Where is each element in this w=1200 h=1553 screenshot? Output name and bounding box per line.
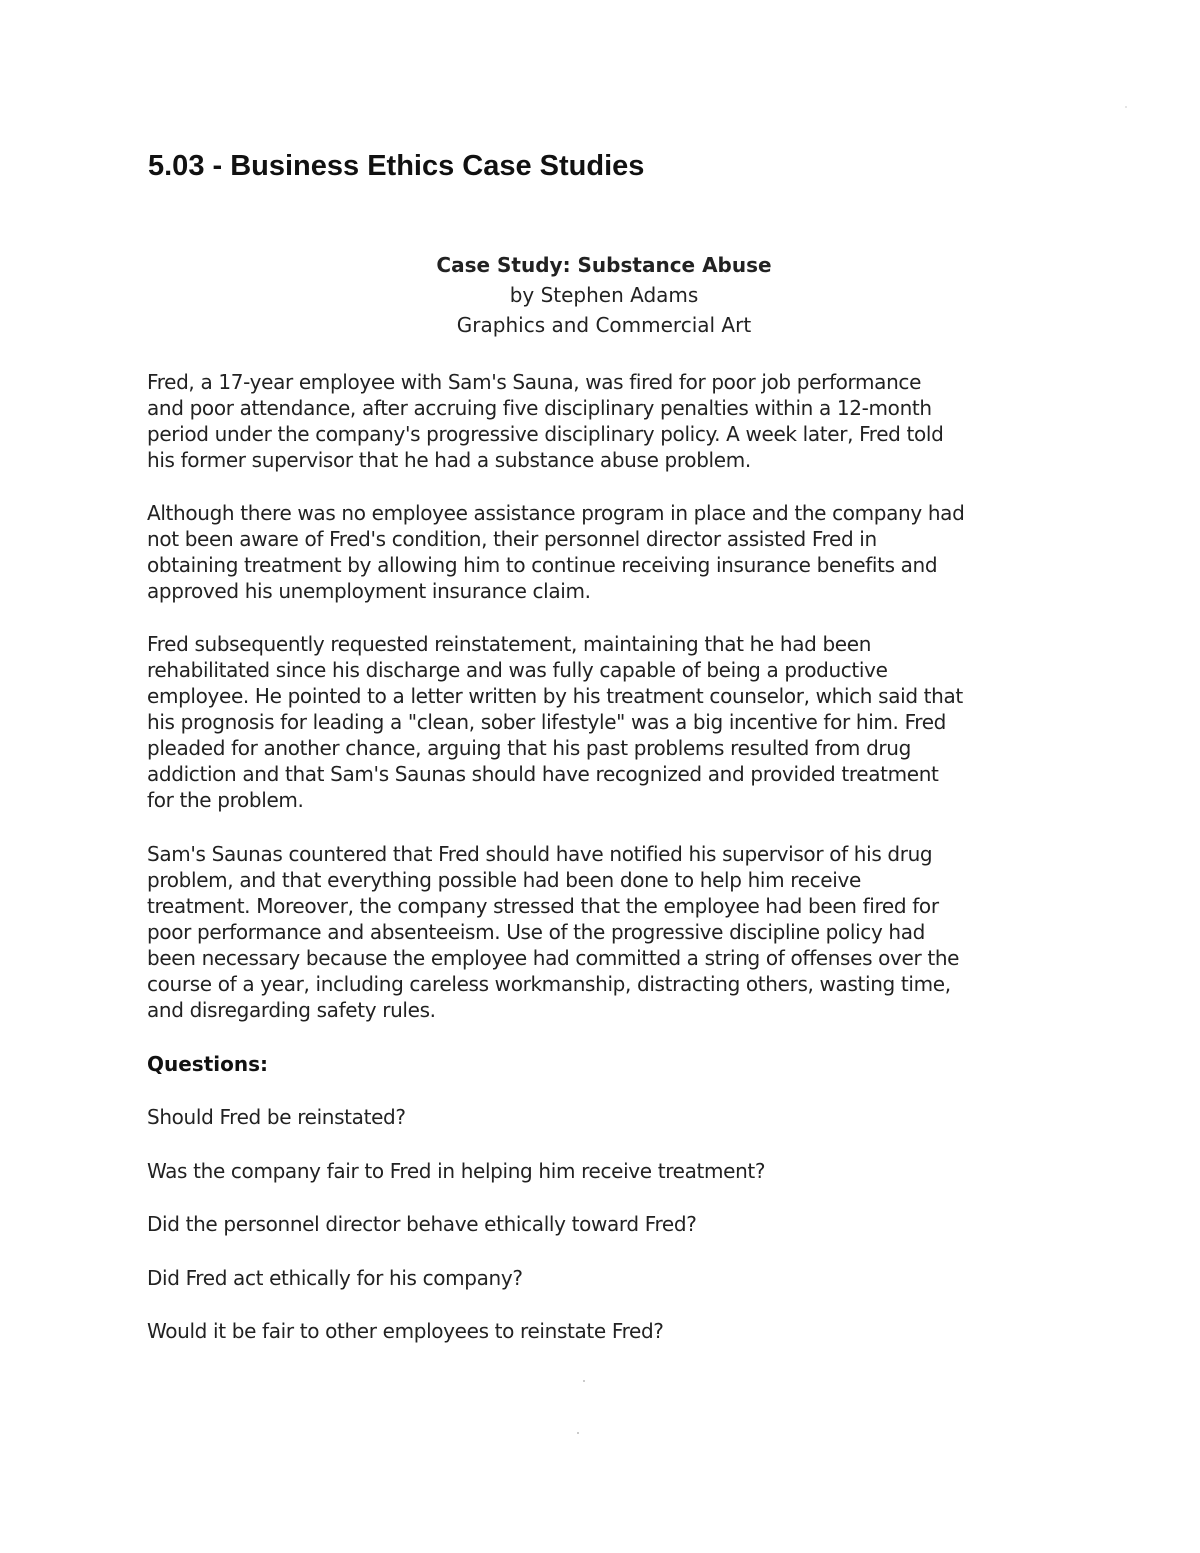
- question-1: Should Fred be reinstated?: [147, 1105, 406, 1129]
- paragraph-1: [147, 369, 943, 473]
- paragraph-line: rehabilitated since his discharge and was fully capable of being a productive: [147, 658, 888, 682]
- paragraph-line: not been aware of Fred's condition, their personnel director assisted Fred in: [147, 527, 877, 551]
- paragraph-line: period under the company's progressive disciplinary policy. A week later, Fred told: [147, 422, 944, 446]
- paragraph-line: Although there was no employee assistance program in place and the company had: [147, 501, 965, 525]
- question-2: Was the company fair to Fred in helping him receive treatment?: [147, 1159, 766, 1183]
- case-title: Case Study: Substance Abuse: [436, 253, 772, 277]
- paragraph-2: [147, 500, 964, 604]
- question-5: Would it be fair to other employees to reinstate Fred?: [147, 1319, 664, 1343]
- paragraph-line: been necessary because the employee had committed a string of offenses over the: [147, 946, 960, 970]
- paragraph-line: Sam's Saunas countered that Fred should have notified his supervisor of his drug: [147, 842, 933, 866]
- paragraph-line: his prognosis for leading a "clean, sober lifestyle" was a big incentive for him. Fred: [147, 710, 947, 734]
- paragraph-line: obtaining treatment by allowing him to continue receiving insurance benefits and: [147, 553, 938, 577]
- paragraph-line: treatment. Moreover, the company stressed that the employee had been fired for: [147, 894, 939, 918]
- case-header: [0, 250, 1200, 340]
- scan-speck: [583, 1380, 585, 1382]
- paragraph-line: course of a year, including careless workmanship, distracting others, wasting time,: [147, 972, 951, 996]
- scan-speck: [577, 1432, 579, 1434]
- questions-heading: Questions:: [147, 1052, 269, 1076]
- question-3: Did the personnel director behave ethically toward Fred?: [147, 1212, 697, 1236]
- paragraph-line: and disregarding safety rules.: [147, 998, 436, 1022]
- paragraph-line: approved his unemployment insurance claim.: [147, 579, 591, 603]
- paragraph-line: and poor attendance, after accruing five disciplinary penalties within a 12-month: [147, 396, 932, 420]
- author-line: by Stephen Adams: [509, 283, 699, 307]
- question-4: Did Fred act ethically for his company?: [147, 1266, 523, 1290]
- paragraph-3: [147, 631, 963, 813]
- paragraph-line: Fred, a 17-year employee with Sam's Sauna, was fired for poor job performance: [147, 370, 922, 394]
- paragraph-line: pleaded for another chance, arguing that his past problems resulted from drug: [147, 736, 911, 760]
- paragraph-line: problem, and that everything possible had been done to help him receive: [147, 868, 861, 892]
- paragraph-line: poor performance and absenteeism. Use of the progressive discipline policy had: [147, 920, 926, 944]
- paragraph-line: Fred subsequently requested reinstatement, maintaining that he had been: [147, 632, 872, 656]
- paragraph-4: [147, 841, 959, 1023]
- document-title: 5.03 - Business Ethics Case Studies: [148, 150, 645, 182]
- department-line: Graphics and Commercial Art: [456, 313, 752, 337]
- paragraph-line: employee. He pointed to a letter written by his treatment counselor, which said that: [147, 684, 963, 708]
- paragraph-line: addiction and that Sam's Saunas should have recognized and provided treatment: [147, 762, 939, 786]
- scan-speck: [1125, 106, 1127, 108]
- paragraph-line: his former supervisor that he had a substance abuse problem.: [147, 448, 751, 472]
- paragraph-line: for the problem.: [147, 788, 304, 812]
